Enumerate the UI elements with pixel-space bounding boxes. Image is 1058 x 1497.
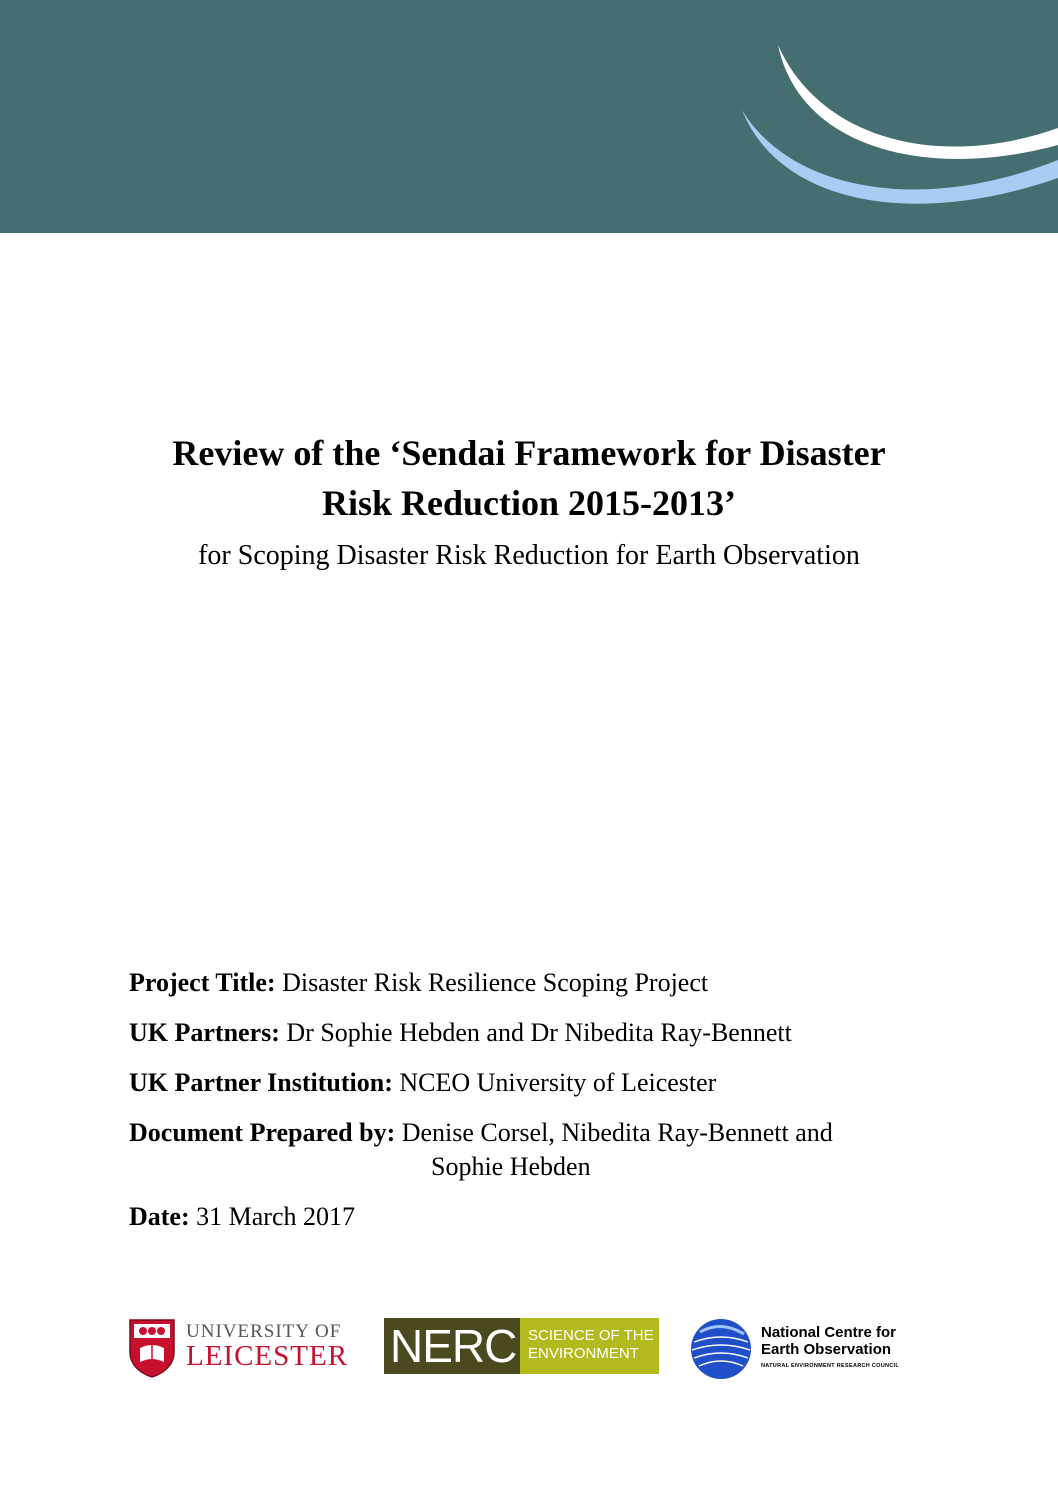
prepared-by-value-line-2: Sophie Hebden bbox=[431, 1152, 591, 1181]
nerc-logo-light-panel bbox=[520, 1318, 659, 1374]
nerc-logo-dark-panel bbox=[384, 1318, 520, 1374]
project-title-row bbox=[129, 966, 949, 1000]
uk-partners-value: Dr Sophie Hebden and Dr Nibedita Ray-Bennett bbox=[286, 1018, 792, 1047]
institution-value: NCEO University of Leicester bbox=[399, 1068, 717, 1097]
leicester-logo-text-line-2: LEICESTER bbox=[186, 1340, 349, 1372]
uk-partners-row bbox=[129, 1016, 949, 1050]
institution-row bbox=[129, 1066, 949, 1100]
nerc-tagline-line-2: ENVIRONMENT bbox=[528, 1345, 639, 1362]
nceo-logo bbox=[690, 1318, 930, 1380]
project-title-label: Project Title: bbox=[129, 968, 276, 997]
nceo-logo-council-text: NATURAL ENVIRONMENT RESEARCH COUNCIL bbox=[761, 1363, 900, 1369]
prepared-by-value-line-1: Denise Corsel, Nibedita Ray-Bennett and bbox=[401, 1118, 833, 1147]
nerc-logo-wordmark: NERC bbox=[390, 1320, 517, 1372]
nerc-logo-tagline bbox=[528, 1327, 654, 1363]
document-subtitle: for Scoping Disaster Risk Reduction for Earth Observation bbox=[198, 540, 860, 571]
prepared-by-row bbox=[129, 1116, 949, 1184]
document-title-line-1: Review of the ‘Sendai Framework for Disaster bbox=[172, 433, 886, 473]
prepared-by-label: Document Prepared by: bbox=[129, 1118, 396, 1147]
project-details bbox=[129, 966, 949, 1250]
project-title-value: Disaster Risk Resilience Scoping Project bbox=[282, 968, 709, 997]
title-block bbox=[0, 428, 1058, 574]
nerc-logo bbox=[384, 1318, 659, 1374]
date-value: 31 March 2017 bbox=[196, 1202, 355, 1231]
leicester-shield-icon bbox=[128, 1318, 176, 1378]
header-banner bbox=[0, 0, 1058, 233]
nceo-globe-icon bbox=[690, 1318, 752, 1380]
date-label: Date: bbox=[129, 1202, 190, 1231]
partner-logos bbox=[0, 1310, 1058, 1390]
nceo-name-line-2: Earth Observation bbox=[761, 1341, 892, 1358]
date-row bbox=[129, 1200, 949, 1234]
nerc-tagline-line-1: SCIENCE OF THE bbox=[528, 1327, 654, 1344]
document-title-line-2: Risk Reduction 2015-2013’ bbox=[321, 483, 737, 523]
nceo-name-line-1: National Centre for bbox=[761, 1324, 897, 1341]
uk-partners-label: UK Partners: bbox=[129, 1018, 280, 1047]
nceo-logo-name bbox=[761, 1324, 896, 1358]
leicester-logo-text-line-1: UNIVERSITY OF bbox=[186, 1321, 342, 1342]
university-of-leicester-logo bbox=[128, 1318, 353, 1380]
institution-label: UK Partner Institution: bbox=[129, 1068, 393, 1097]
